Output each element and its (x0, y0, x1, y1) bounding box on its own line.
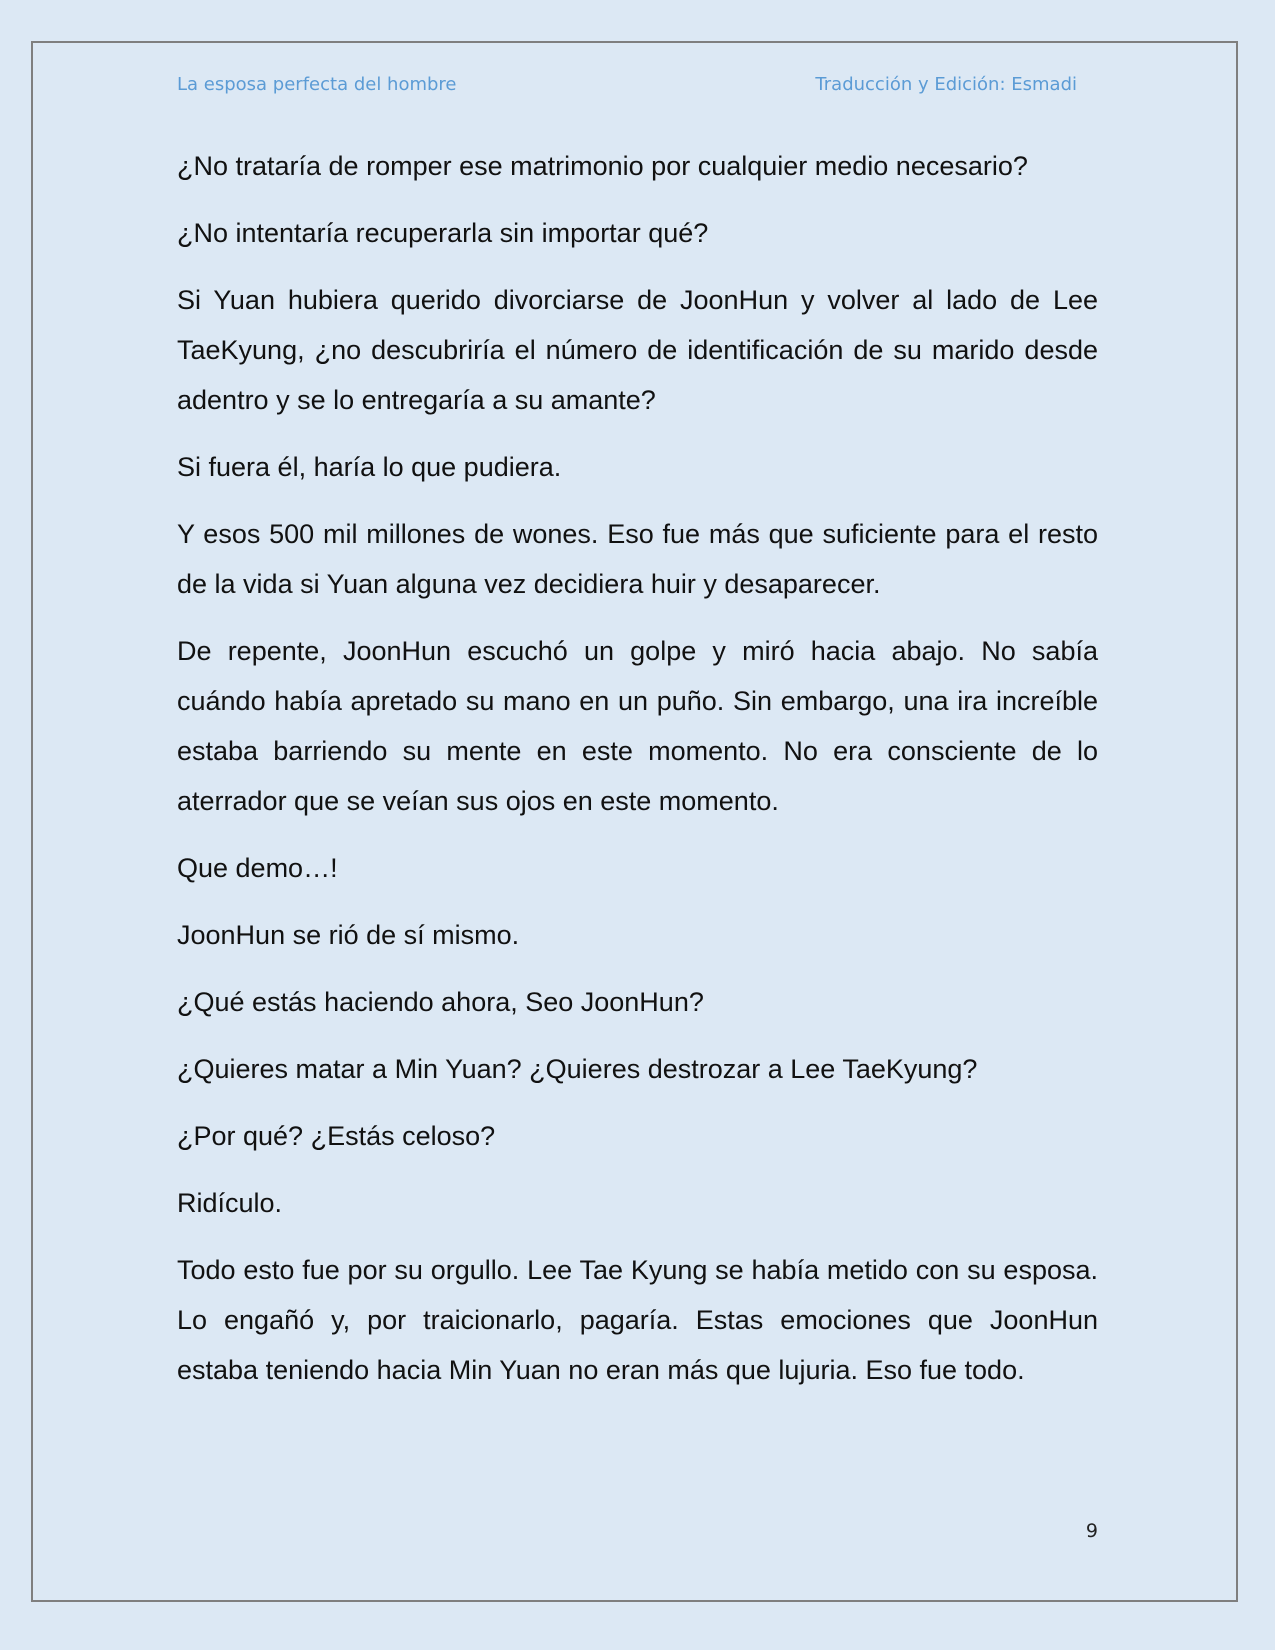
paragraph: ¿Quieres matar a Min Yuan? ¿Quieres destrozar a Lee TaeKyung? (177, 1054, 978, 1084)
paragraph: Ridículo. (177, 1188, 283, 1218)
paragraph: De repente, JoonHun escuchó un golpe y miró hacia abajo. No sabía cuándo había apretado su mano en un puño. Sin embargo, una ira increíble estaba barriendo su mente en este momento. No era consciente de lo aterrador que se veían sus ojos en este momento. (177, 636, 1098, 816)
paragraph: Y esos 500 mil millones de wones. Eso fue más que suficiente para el resto de la vida si Yuan alguna vez decidiera huir y desaparecer. (177, 519, 1098, 599)
paragraph: JoonHun se rió de sí mismo. (177, 920, 520, 950)
header-translator-credit: Traducción y Edición: Esmadi (815, 74, 1077, 95)
page-number: 9 (1085, 1520, 1098, 1542)
paragraph: Si Yuan hubiera querido divorciarse de JoonHun y volver al lado de Lee TaeKyung, ¿no descubriría el número de identificación de su marido desde adentro y se lo entregaría a su amante? (177, 285, 1098, 415)
page-header (177, 74, 1077, 100)
paragraph: ¿Qué estás haciendo ahora, Seo JoonHun? (177, 987, 704, 1017)
paragraph: Todo esto fue por su orgullo. Lee Tae Kyung se había metido con su esposa. Lo engañó y, por traicionarlo, pagaría. Estas emociones que JoonHun estaba teniendo hacia Min Yuan no eran más que lujuria. Eso fue todo. (177, 1255, 1098, 1385)
paragraph: Si fuera él, haría lo que pudiera. (177, 452, 562, 482)
paragraph: ¿Por qué? ¿Estás celoso? (177, 1121, 496, 1151)
paragraph: ¿No intentaría recuperarla sin importar qué? (177, 218, 709, 248)
paragraph: ¿No trataría de romper ese matrimonio por cualquier medio necesario? (177, 151, 1028, 181)
document-body (177, 141, 1098, 1412)
paragraph: Que demo…! (177, 853, 338, 883)
header-book-title: La esposa perfecta del hombre (177, 74, 457, 95)
